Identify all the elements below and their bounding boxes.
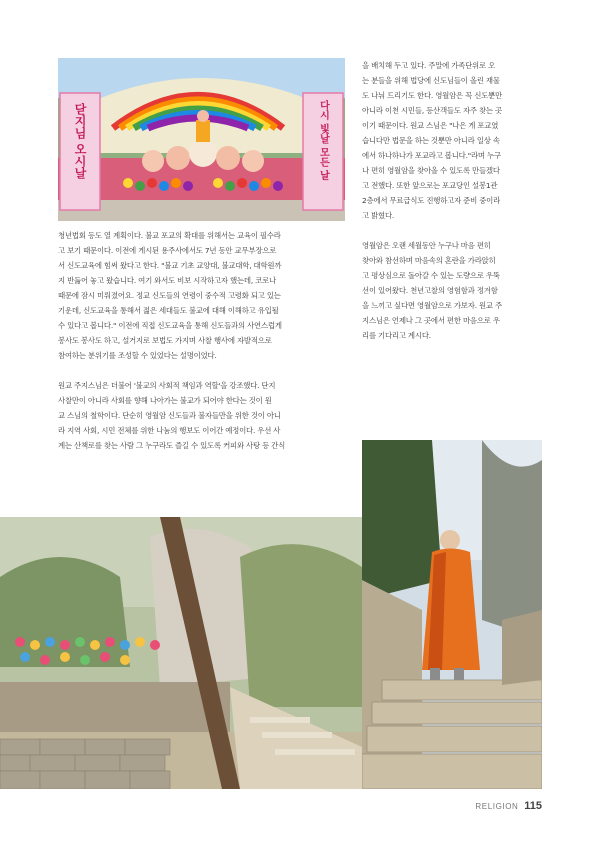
right-text-column (362, 58, 542, 358)
left-paragraph-1: 청년법회 등도 열 계획이다. 불교 포교의 확대를 위해서는 교육이 필수라 고 보기 때문이다. 이전에 게시된 용주사에서도 7년 동안 교무부장으로 서 신도교육에 힘써 왔다고 한다. "불교 기초 교양대, 불교대학, 대학원까 지 반듦어 놓고 왔습니다. 여기 와서도 비보 시작하고자 했는데, 코로나 때문에 잠시 미뤄졌어요. 정교 신도들의 연령이 중수적 고령화 되고 있는 기운데, 신도교육을 통해서 젊은 세대들도 불교에 대해 이해하고 유입될 수 있다고 봅니다." 이전에 직접 신도교육을 통해 신도들과의 사연스럽게 봉사도 봉사도 하고, 설거지로 보법도 가지며 사찰 행사에 자발적으로 참여하는 분위기를 조성할 수 있었다는 설명이었다. (58, 231, 282, 360)
festival-stage-photo (58, 58, 345, 221)
monk-on-stairs-photo (362, 440, 542, 789)
left-paragraph-2: 원교 주지스님은 더불어 '불교의 사회적 책임과 역할'을 강조했다. 단지 사찰만이 아니라 사회를 향해 나아가는 불교가 되어야 한다는 것이 원 교 스님의 철학이다. 단순히 영월암 신도들과 불자들만을 위한 것이 아니 라 지역 사회, 시민 전체를 위한 나눔의 행보도 이어간 예정이다. 우선 사 계는 산책로를 찾는 사람 그 누구라도 즐길 수 있도록 커피와 사탕 등 간식 (58, 381, 286, 450)
right-paragraph-1: 을 배치해 두고 있다. 주말에 가족단위로 오 는 분들을 위해 법당에 신도님들이 올린 재물 도 나눠 드리기도 한다. 영월암은 꼭 신도뿐만 아니라 이천 시민들, 등산객들도 자주 찾는 곳 이기 때문이다. 원교 스님은 "나은 게 포교였 습니다만 법문을 하는 것뿐만 아니라 일상 속 에서 하나하나가 포교라고 봅니다."라며 누구 나 편히 영월암을 찾아올 수 있도록 만들겠다 고 전했다. 또한 앞으로는 포교당인 설봉1관 2층에서 무료급식도 진행하고자 준비 중이라 고 밝혔다. (362, 61, 502, 220)
right-paragraph-2: 영월암은 오랜 세월동안 누구나 마음 편히 찾아와 참선하며 마음속의 혼란을 가라앉히 고 평상심으로 돌아갈 수 있는 도량으로 우뚝 선이 있어왔다. 천년고찰의 영험함과 정겨함 을 느끼고 싶다면 영월암으로 가보자. 원교 주 지스님은 언제나 그 곳에서 편한 마음으로 우 리를 기다리고 계시다. (362, 241, 502, 340)
banner-right-text: 다시 빛날 모든 날 (317, 100, 329, 181)
banner-left-text: 닫지님 오시날 (73, 103, 87, 180)
left-text-column (58, 228, 345, 468)
page-number: 115 (524, 800, 542, 812)
page-footer (475, 800, 542, 812)
section-label: RELIGION (475, 802, 519, 811)
temple-grounds-photo (0, 517, 362, 789)
